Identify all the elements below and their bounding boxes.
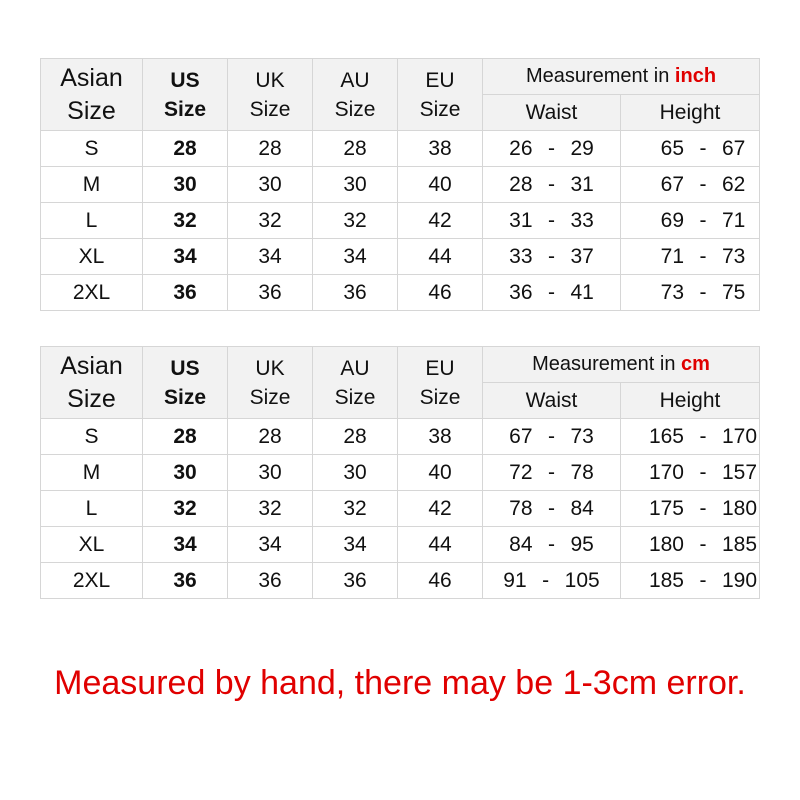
us-size-cell: 30 — [143, 455, 228, 491]
uk-size-cell: 28 — [228, 419, 313, 455]
height-max: 185 — [722, 532, 758, 556]
height-min: 73 — [660, 280, 684, 304]
unit-label: cm — [681, 353, 710, 375]
eu-size-header: EU Size — [398, 59, 483, 131]
waist-max: 105 — [564, 568, 600, 592]
height-max: 71 — [722, 208, 746, 232]
height-min: 71 — [660, 244, 684, 268]
range-dash: - — [699, 172, 707, 196]
us-size-cell: 34 — [143, 239, 228, 275]
height-cell — [621, 131, 760, 167]
uk-size-header: UK Size — [228, 347, 313, 419]
waist-cell — [483, 527, 621, 563]
waist-max: 41 — [570, 280, 594, 304]
waist-max: 33 — [570, 208, 594, 232]
range-dash: - — [548, 460, 555, 484]
waist-cell — [483, 203, 621, 239]
uk-size-header: UK Size — [228, 59, 313, 131]
range-dash: - — [699, 136, 707, 160]
height-max: 190 — [722, 568, 758, 592]
range-dash: - — [548, 496, 555, 520]
measurement-header: Measurement in inch — [483, 59, 760, 95]
uk-size-cell: 32 — [228, 203, 313, 239]
waist-min: 26 — [509, 136, 533, 160]
range-dash: - — [548, 136, 555, 160]
waist-max: 31 — [570, 172, 594, 196]
height-min: 69 — [660, 208, 684, 232]
waist-max: 37 — [570, 244, 594, 268]
table-row — [41, 167, 760, 203]
asian-size-cell: L — [41, 491, 143, 527]
waist-min: 33 — [509, 244, 533, 268]
us-size-header: US Size — [143, 59, 228, 131]
eu-size-header: EU Size — [398, 347, 483, 419]
range-dash: - — [548, 172, 555, 196]
uk-size-cell: 28 — [228, 131, 313, 167]
waist-min: 72 — [509, 460, 533, 484]
height-min: 65 — [660, 136, 684, 160]
height-max: 157 — [722, 460, 758, 484]
asian-size-cell: 2XL — [41, 275, 143, 311]
height-cell — [621, 167, 760, 203]
asian-size-cell: M — [41, 167, 143, 203]
au-size-cell: 34 — [313, 239, 398, 275]
height-min: 165 — [648, 424, 684, 448]
waist-max: 78 — [570, 460, 594, 484]
au-size-cell: 34 — [313, 527, 398, 563]
table-row — [41, 131, 760, 167]
eu-size-cell: 42 — [398, 203, 483, 239]
uk-size-cell: 36 — [228, 275, 313, 311]
waist-cell — [483, 167, 621, 203]
height-min: 175 — [648, 496, 684, 520]
eu-size-cell: 38 — [398, 419, 483, 455]
range-dash: - — [699, 568, 707, 592]
waist-cell — [483, 131, 621, 167]
unit-label: inch — [674, 65, 717, 87]
waist-min: 91 — [503, 568, 527, 592]
height-header: Height — [621, 383, 760, 419]
au-size-cell: 30 — [313, 455, 398, 491]
asian-size-cell: S — [41, 419, 143, 455]
au-size-cell: 28 — [313, 419, 398, 455]
height-cell — [621, 491, 760, 527]
eu-size-cell: 44 — [398, 239, 483, 275]
au-size-cell: 30 — [313, 167, 398, 203]
eu-size-cell: 46 — [398, 275, 483, 311]
asian-size-cell: 2XL — [41, 563, 143, 599]
uk-size-cell: 30 — [228, 455, 313, 491]
height-max: 170 — [722, 424, 758, 448]
us-size-cell: 30 — [143, 167, 228, 203]
table-row — [41, 203, 760, 239]
uk-size-cell: 30 — [228, 167, 313, 203]
table-row — [41, 419, 760, 455]
size-table-inch — [40, 58, 760, 311]
range-dash: - — [699, 244, 707, 268]
waist-cell — [483, 563, 621, 599]
height-min: 67 — [660, 172, 684, 196]
waist-cell — [483, 455, 621, 491]
range-dash: - — [699, 424, 707, 448]
measurement-header: Measurement in cm — [483, 347, 760, 383]
range-dash: - — [548, 244, 555, 268]
table-row — [41, 455, 760, 491]
eu-size-cell: 46 — [398, 563, 483, 599]
us-size-cell: 28 — [143, 131, 228, 167]
table-row — [41, 563, 760, 599]
height-min: 180 — [648, 532, 684, 556]
au-size-cell: 32 — [313, 203, 398, 239]
height-cell — [621, 203, 760, 239]
us-size-cell: 32 — [143, 203, 228, 239]
range-dash: - — [699, 460, 707, 484]
au-size-header: AU Size — [313, 59, 398, 131]
height-max: 67 — [722, 136, 746, 160]
height-max: 73 — [722, 244, 746, 268]
height-cell — [621, 563, 760, 599]
au-size-header: AU Size — [313, 347, 398, 419]
height-max: 180 — [722, 496, 758, 520]
height-max: 75 — [722, 280, 746, 304]
height-cell — [621, 419, 760, 455]
us-size-cell: 36 — [143, 275, 228, 311]
waist-min: 78 — [509, 496, 533, 520]
height-min: 185 — [648, 568, 684, 592]
eu-size-cell: 40 — [398, 167, 483, 203]
eu-size-cell: 44 — [398, 527, 483, 563]
asian-size-cell: XL — [41, 527, 143, 563]
range-dash: - — [548, 280, 555, 304]
height-min: 170 — [648, 460, 684, 484]
uk-size-cell: 34 — [228, 239, 313, 275]
size-table-cm — [40, 346, 760, 599]
range-dash: - — [699, 532, 707, 556]
range-dash: - — [548, 424, 555, 448]
waist-cell — [483, 491, 621, 527]
height-cell — [621, 455, 760, 491]
range-dash: - — [548, 532, 555, 556]
asian-size-header: Asian Size — [41, 347, 143, 419]
us-size-cell: 34 — [143, 527, 228, 563]
uk-size-cell: 34 — [228, 527, 313, 563]
height-max: 62 — [722, 172, 746, 196]
eu-size-cell: 40 — [398, 455, 483, 491]
au-size-cell: 32 — [313, 491, 398, 527]
au-size-cell: 36 — [313, 275, 398, 311]
us-size-header: US Size — [143, 347, 228, 419]
waist-min: 28 — [509, 172, 533, 196]
table-row — [41, 491, 760, 527]
waist-min: 36 — [509, 280, 533, 304]
range-dash: - — [699, 280, 707, 304]
height-cell — [621, 527, 760, 563]
waist-header: Waist — [483, 95, 621, 131]
uk-size-cell: 32 — [228, 491, 313, 527]
waist-cell — [483, 275, 621, 311]
us-size-cell: 28 — [143, 419, 228, 455]
height-header: Height — [621, 95, 760, 131]
waist-min: 67 — [509, 424, 533, 448]
range-dash: - — [699, 208, 707, 232]
range-dash: - — [542, 568, 550, 592]
waist-max: 84 — [570, 496, 594, 520]
waist-max: 95 — [570, 532, 594, 556]
waist-min: 31 — [509, 208, 533, 232]
eu-size-cell: 42 — [398, 491, 483, 527]
us-size-cell: 36 — [143, 563, 228, 599]
waist-max: 73 — [570, 424, 594, 448]
asian-size-cell: S — [41, 131, 143, 167]
eu-size-cell: 38 — [398, 131, 483, 167]
asian-size-cell: M — [41, 455, 143, 491]
waist-max: 29 — [570, 136, 594, 160]
table-row — [41, 239, 760, 275]
au-size-cell: 28 — [313, 131, 398, 167]
table-row — [41, 275, 760, 311]
uk-size-cell: 36 — [228, 563, 313, 599]
asian-size-cell: L — [41, 203, 143, 239]
footer-note: Measured by hand, there may be 1-3cm error. — [54, 664, 746, 702]
height-cell — [621, 275, 760, 311]
waist-cell — [483, 239, 621, 275]
height-cell — [621, 239, 760, 275]
us-size-cell: 32 — [143, 491, 228, 527]
au-size-cell: 36 — [313, 563, 398, 599]
waist-cell — [483, 419, 621, 455]
asian-size-header: Asian Size — [41, 59, 143, 131]
range-dash: - — [699, 496, 707, 520]
range-dash: - — [548, 208, 555, 232]
asian-size-cell: XL — [41, 239, 143, 275]
waist-header: Waist — [483, 383, 621, 419]
waist-min: 84 — [509, 532, 533, 556]
table-row — [41, 527, 760, 563]
